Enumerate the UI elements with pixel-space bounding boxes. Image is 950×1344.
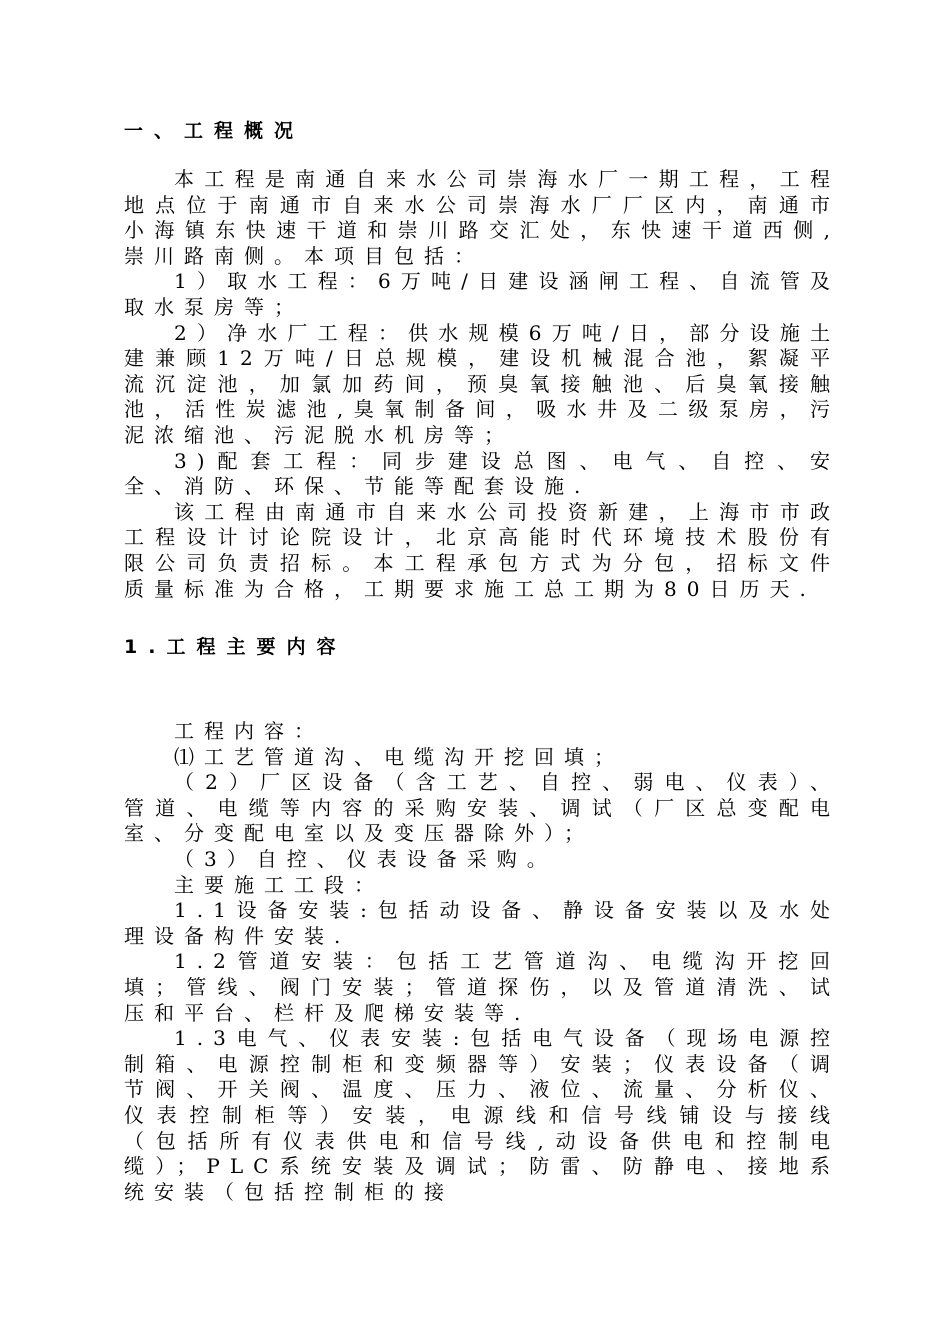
paragraph: 工程内容： <box>174 719 324 744</box>
paragraph: （2）厂区设备（含工艺、自控、弱电、仪表）、管道、电缆等内容的采购安装、调试（厂区总变配电室、分变配电室以及变压器除外）； <box>124 770 840 846</box>
paragraph: 3)配套工程：同步建设总图、电气、自控、安全、消防、环保、节能等配套设施. <box>124 448 840 499</box>
paragraph: 1）取水工程：6万吨/日建设涵闸工程、自流管及取水泵房等； <box>124 269 840 319</box>
overview-body <box>124 167 840 602</box>
paragraph: 主要施工工段： <box>174 872 384 897</box>
paragraph: 1.2管道安装：包括工艺管道沟、电缆沟开挖回填；管线、阀门安装；管道探伤，以及管道清洗、试压和平台、栏杆及爬梯安装等. <box>124 949 840 1025</box>
paragraph: 2）净水厂工程：供水规模6万吨/日，部分设施土建兼顾12万吨/日总规模，建设机械混合池，絮凝平流沉淀池，加氯加药间，预臭氧接触池、后臭氧接触池，活性炭滤池,臭氧制备间，吸水井及二级泵房，污泥浓缩池、污泥脱水机房等； <box>124 320 840 447</box>
paragraph: 该工程由南通市自来水公司投资新建，上海市市政工程设计讨论院设计，北京高能时代环境技术股份有限公司负责招标。本工程承包方式为分包，招标文件质量标准为合格，工期要求施工总工期为80日历天. <box>124 499 840 601</box>
paragraph: （3）自控、仪表设备采购。 <box>174 847 557 872</box>
paragraph: 1.3电气、仪表安装:包括电气设备（现场电源控制箱、电源控制柜和变频器等）安装；仪表设备（调节阀、开关阀、温度、压力、液位、流量、分析仪、仪表控制柜等）安装，电源线和信号线铺设与接线（包括所有仪表供电和信号线,动设备供电和控制电缆）；PLC系统安装及调试；防雷、防静电、接地系统安装（包括控制柜的接 <box>124 1026 840 1204</box>
paragraph: 1.1设备安装:包括动设备、静设备安装以及水处理设备构件安装. <box>124 898 840 948</box>
paragraph: 本工程是南通自来水公司崇海水厂一期工程，工程地点位于南通市自来水公司崇海水厂厂区内，南通市小海镇东快速干道和崇川路交汇处，东快速干道西侧,崇川路南侧。本项目包括： <box>124 167 840 268</box>
section-heading-main-content: 1.工程主要内容 <box>124 636 347 659</box>
section-heading-overview: 一、工程概况 <box>124 120 305 142</box>
main-content-body <box>124 719 840 1205</box>
paragraph: ⑴工艺管道沟、电缆沟开挖回填； <box>174 744 624 769</box>
